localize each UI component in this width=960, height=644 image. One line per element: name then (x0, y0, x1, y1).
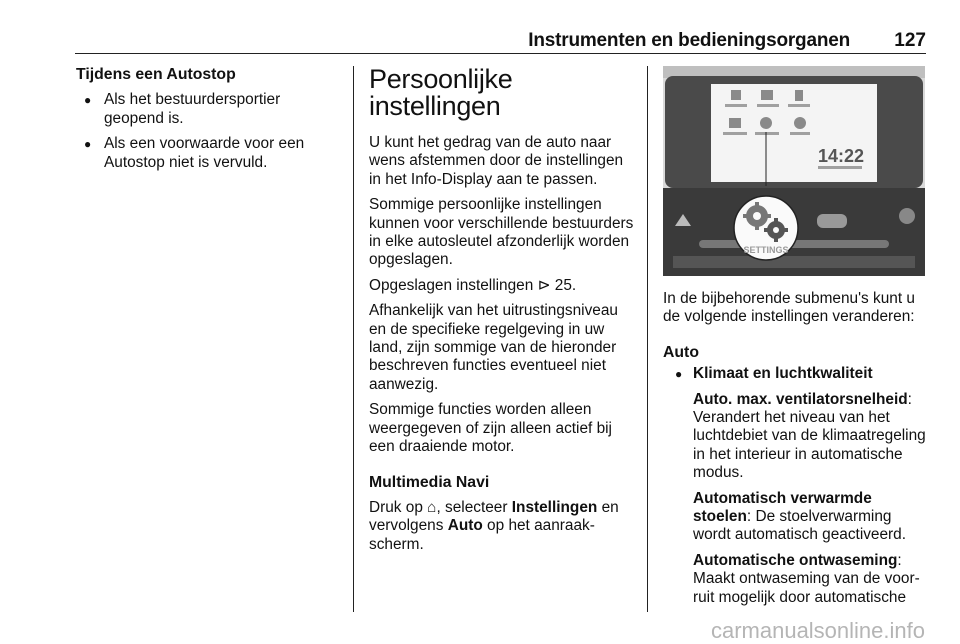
settings-app-icon (760, 117, 772, 129)
section-title-line-1: Persoonlijke (369, 64, 513, 94)
paragraph-instructions (369, 499, 637, 554)
paragraph-intro: U kunt het gedrag van de auto naar wens afstemmen door de instellingen in het Info-Display aan te passen. (369, 134, 624, 188)
setting-title: Automatisch verwarmde stoelen (693, 489, 872, 526)
infotainment-figure (663, 66, 925, 276)
header-rule (75, 53, 926, 54)
settings-icon-label: SETTINGS (743, 245, 789, 255)
bullet-item (663, 365, 933, 607)
setting-colon: : (897, 551, 902, 569)
instruction-text-d: en vervolgens (369, 498, 619, 535)
setting-item (693, 552, 933, 607)
arrow-reference-icon: ⊳ (537, 276, 551, 294)
auto-term: Auto (447, 517, 483, 535)
autostop-bullet-list (76, 91, 344, 172)
paragraph-saved-settings (369, 277, 637, 295)
page-number: 127 (894, 30, 926, 51)
column-divider-right (647, 66, 648, 612)
car-icon (761, 90, 773, 100)
phone-button (817, 214, 847, 228)
multimedia-navi-heading: Multimedia Navi (369, 473, 490, 491)
bullet-item: ● Als een voorwaarde voor een Autostop niet is vervuld. (76, 135, 344, 172)
column-divider-left (353, 66, 354, 612)
clock-display: 14:22 (818, 146, 865, 166)
music-icon (731, 90, 741, 100)
setting-title: Auto. max. ventilatorsnelheid (693, 390, 908, 408)
saved-settings-text: Opgeslagen instellingen (369, 276, 534, 294)
auto-heading: Auto (663, 343, 699, 361)
section-title-line-2: instellingen (369, 91, 501, 121)
column-1 (76, 66, 344, 179)
setting-description: Verandert het niveau van het luchtdebiet van de klimaatregeling in het interieur in automatische modus. (693, 409, 926, 482)
phone-icon (795, 90, 803, 101)
column-2 (369, 66, 637, 561)
paragraph-equipment: Afhankelijk van het uitrustingsniveau en de specifieke regelgeving in uw land, zijn sommige van de hieronder beschreven functies eventueel niet aanwezig. (369, 302, 618, 393)
instruction-text-b: , selecteer (436, 498, 508, 516)
instruction-text-f: op het aanraakscherm. (369, 517, 595, 553)
paragraph-engine: Sommige functies worden alleen weergegeven of zijn alleen actief bij een draaiende motor. (369, 401, 612, 456)
climate-heading: ● Klimaat en luchtkwaliteit (693, 365, 873, 383)
gallery-icon (729, 118, 741, 128)
setting-title: Automatische ontwaseming (693, 551, 898, 569)
page-header-title: Instrumenten en bedieningsorganen (528, 30, 850, 51)
power-knob-icon (899, 208, 915, 224)
column-3 (663, 290, 933, 614)
setting-item (693, 490, 933, 545)
setting-description: Maakt ontwaseming van de voorruit mogelijk door automatische (693, 570, 920, 606)
instruction-text-a: Druk op (369, 498, 423, 516)
section-title (369, 66, 637, 120)
setting-colon: : (907, 390, 912, 408)
setting-item (693, 391, 933, 483)
instellingen-term: Instellingen (511, 498, 598, 516)
setting-description: De stoelverwarming wordt automatisch geactiveerd. (693, 508, 907, 544)
auto-bullet-list (663, 365, 933, 607)
setting-colon: : (746, 508, 752, 526)
bullet-item: ● Als het bestuurdersportier geopend is. (76, 91, 344, 128)
onstar-icon (794, 117, 806, 129)
paragraph-drivers: Sommige persoonlijke instellingen kunnen voor verschillende bestuurders in elke autosleutel afzonderlijk worden opgeslagen. (369, 196, 634, 269)
watermark: carmanualsonline.info (710, 618, 925, 643)
autostop-heading: Tijdens een Autostop (76, 66, 236, 83)
paragraph-submenus: In de bijbehorende submenu's kunt u de volgende instellingen veranderen: (663, 290, 915, 326)
home-icon: ⌂ (427, 498, 437, 516)
page-reference[interactable]: 25. (554, 276, 577, 294)
